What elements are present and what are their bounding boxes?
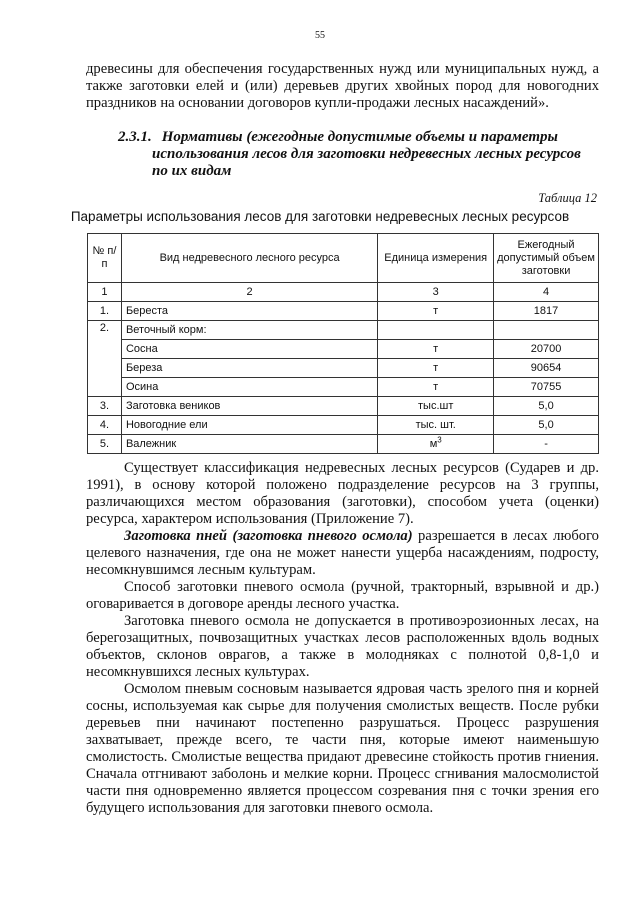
- col-number: 3: [378, 283, 494, 302]
- column-number-row: [88, 283, 599, 302]
- row-value: 90654: [494, 359, 599, 378]
- row-num: 1.: [88, 302, 122, 321]
- row-num: 2.: [88, 321, 122, 397]
- table-row: [88, 397, 599, 416]
- paragraph-restrictions: Заготовка пневого осмола не допускается в противоэрозионных лесах, на берегозащитных, почвозащитных участках лесов расположенных вдоль водных объектов, склонов оврагов, а также в молодняках с полнотой 0,8-1,0 и несомкнувшихся лесных культурах.: [86, 613, 599, 680]
- section-title-line1: Нормативы (ежегодные допустимые объемы и параметры: [161, 129, 558, 145]
- row-unit: т: [378, 340, 494, 359]
- header-volume: Ежегодный допустимый объем заготовки: [494, 234, 599, 283]
- table-header-row: [88, 234, 599, 283]
- table-row: [88, 302, 599, 321]
- row-value: 70755: [494, 378, 599, 397]
- unit-base: м: [429, 437, 438, 450]
- table-row: [88, 359, 599, 378]
- col-number: 4: [494, 283, 599, 302]
- row-value: 5,0: [494, 416, 599, 435]
- header-num: № п/п: [88, 234, 122, 283]
- section-heading: [118, 129, 598, 180]
- row-resource: Береста: [121, 302, 377, 321]
- header-type: Вид недревесного лесного ресурса: [121, 234, 377, 283]
- page-number: 55: [315, 30, 325, 41]
- header-unit: Единица измерения: [378, 234, 494, 283]
- row-resource: Веточный корм:: [121, 321, 377, 340]
- row-value: 20700: [494, 340, 599, 359]
- row-value: 5,0: [494, 397, 599, 416]
- intro-paragraph: древесины для обеспечения государственных нужд или муниципальных нужд, а также заготовки елей и (или) деревьев других хвойных пород для новогодних праздников на основании договоров купли-продажи лесных насаждений».: [86, 61, 599, 111]
- row-resource: Новогодние ели: [121, 416, 377, 435]
- table-row: [88, 435, 599, 454]
- table-row: [88, 321, 599, 340]
- row-resource: Береза: [121, 359, 377, 378]
- paragraph-method: Способ заготовки пневого осмола (ручной, тракторный, взрывной и др.) оговаривается в договоре аренды лесного участка.: [86, 579, 599, 612]
- col-number: 1: [88, 283, 122, 302]
- row-unit: тыс.шт: [378, 397, 494, 416]
- row-unit: [378, 435, 494, 454]
- row-value: [494, 321, 599, 340]
- table-title: Параметры использования лесов для заготовки недревесных лесных ресурсов: [70, 209, 570, 224]
- row-num: 3.: [88, 397, 122, 416]
- resources-table: [87, 233, 599, 454]
- paragraph-stump-harvesting: [86, 528, 599, 579]
- row-resource: Валежник: [121, 435, 377, 454]
- row-unit: тыс. шт.: [378, 416, 494, 435]
- stump-harvesting-text: разрешается в лесах любого целевого назначения, где она не может нанести ущерба насаждениям, подросту, несомкнувшимся лесным культурам.: [86, 528, 599, 578]
- row-value: 1817: [494, 302, 599, 321]
- row-num: 4.: [88, 416, 122, 435]
- paragraph-pine-resin: Осмолом пневым сосновым называется ядровая часть зрелого пня и корней сосны, используемая как сырье для получения смолистых веществ. После рубки деревьев пни начинают постепенно разрушаться. Процесс разрушения захватывает, прежде всего, те части пня, которые имеют наименьшую смолистость. Смолистые вещества придают древесине стойкость против гниения. Сначала отгнивают заболонь и мелкие корни. Процесс сгнивания малосмолистой части пня одновременно является процессом созревания пня с точки зрения его будущего использования для заготовки пневого осмола.: [86, 681, 599, 816]
- row-unit: т: [378, 378, 494, 397]
- table-row: [88, 416, 599, 435]
- row-unit: т: [378, 302, 494, 321]
- row-resource: Заготовка веников: [121, 397, 377, 416]
- paragraph-classification: Существует классификация недревесных лесных ресурсов (Сударев и др. 1991), в основу которой положено подразделение ресурсов на 3 группы, различающихся местом образования (заготовки), способом учета (оценки) ресурса, характером использования (Приложение 7).: [86, 460, 599, 527]
- stump-harvesting-term: Заготовка пней (заготовка пневого осмола): [124, 528, 413, 544]
- col-number: 2: [121, 283, 377, 302]
- table-label: Таблица 12: [538, 191, 597, 205]
- unit-superscript: 3: [437, 434, 442, 444]
- section-title-line3: по их видам: [152, 163, 232, 179]
- row-unit: т: [378, 359, 494, 378]
- row-resource: Осина: [121, 378, 377, 397]
- row-value: -: [494, 435, 599, 454]
- section-title-line2: использования лесов для заготовки недревесных лесных ресурсов: [152, 146, 581, 162]
- section-number: 2.3.1.: [118, 129, 152, 145]
- row-resource: Сосна: [121, 340, 377, 359]
- row-num: 5.: [88, 435, 122, 454]
- table-row: [88, 340, 599, 359]
- table-row: [88, 378, 599, 397]
- row-unit: [378, 321, 494, 340]
